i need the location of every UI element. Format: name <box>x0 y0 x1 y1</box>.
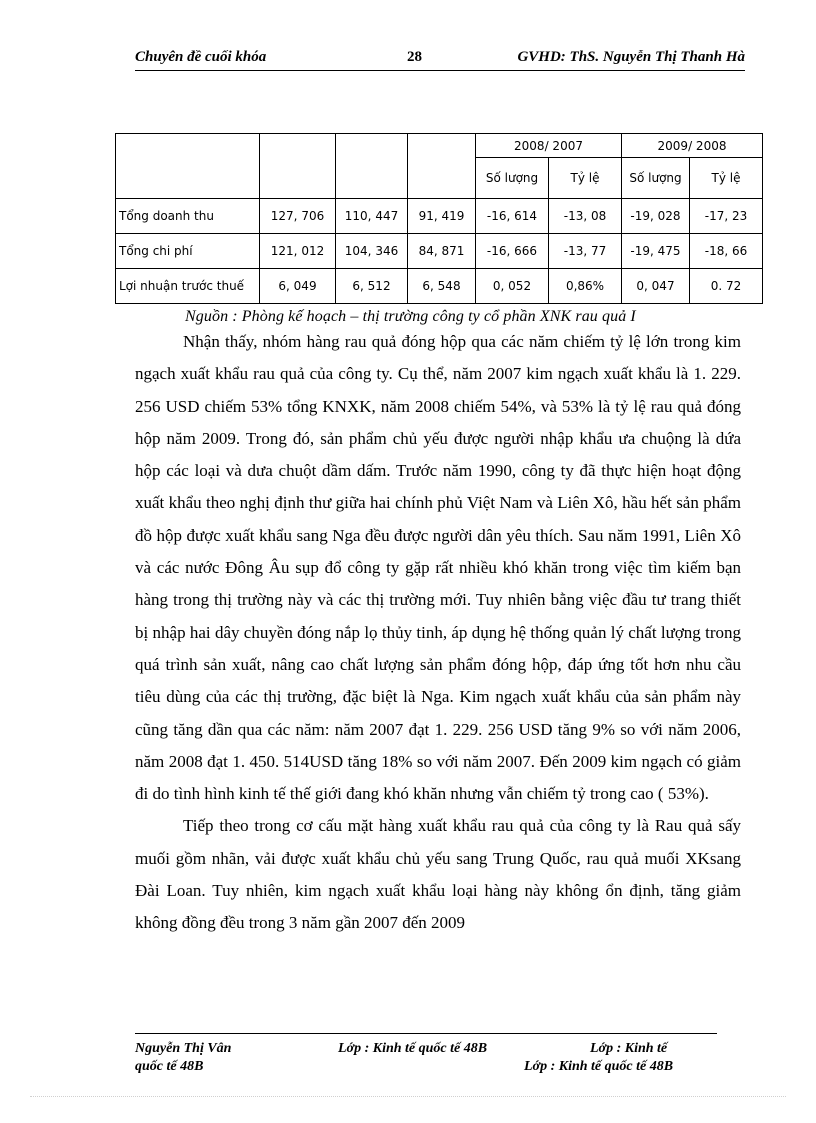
header-title: Chuyên đề cuối khóa <box>135 49 267 65</box>
page-bottom-dotted-line <box>30 1096 786 1097</box>
table-cell: 127, 706 <box>260 199 336 234</box>
footer-class: Lớp : Kinh tế quốc tế 48B <box>524 1059 674 1074</box>
table-cell: 0, 047 <box>622 269 690 304</box>
table-cell: 0,86% <box>549 269 622 304</box>
footer-class: Lớp : Kinh tế <box>590 1041 668 1056</box>
group-header-2009-2008: 2009/ 2008 <box>622 134 763 158</box>
header-supervisor: GVHD: ThS. Nguyễn Thị Thanh Hà <box>517 49 745 65</box>
table-cell: 104, 346 <box>336 234 408 269</box>
group-header-2008-2007: 2008/ 2007 <box>476 134 622 158</box>
subheader-ratio: Tỷ lệ <box>549 158 622 199</box>
row-label: Lợi nhuận trước thuế <box>116 269 260 304</box>
paragraph: Nhận thấy, nhóm hàng rau quả đóng hộp qua các năm chiếm tỷ lệ lớn trong kim ngạch xuất khẩu rau quả của công ty. Cụ thể, năm 2007 kim ngạch xuất khẩu là 1. 229. 256 USD chiếm 53% tổng KNXK, năm 2008 chiếm 54%, và 53% là tỷ lệ rau quả đóng hộp năm 2009. Trong đó, sản phẩm chủ yếu được người nhập khẩu ưa chuộng là dứa hộp các loại và dưa chuột dầm dấm. Trước năm 1990, công ty đã thực hiện hoạt động xuất khẩu theo nghị định thư giữa hai chính phủ Việt Nam và Liên Xô, hầu hết sản phẩm đồ hộp được xuất khẩu sang Nga đều được người dân yêu thích. Sau năm 1991, Liên Xô và các nước Đông Âu sụp đổ công ty gặp rất nhiều khó khăn trong việc tìm kiếm bạn hàng trong thị trường này và các thị trường mới. Tuy nhiên bằng việc đầu tư trang thiết bị nhập hai dây chuyền đóng nắp lọ thủy tinh, áp dụng hệ thống quản lý chất lượng trong quá trình sản xuất, nâng cao chất lượng sản phẩm đóng hộp, đáp ứng tốt hơn nhu cầu tiêu dùng của các thị trường, đặc biệt là Nga. Kim ngạch xuất khẩu của sản phẩm này cũng tăng dần qua các năm: năm 2007 đạt 1. 229. 256 USD tăng 9% so với năm 2006, năm 2008 đạt 1. 450. 514USD tăng 18% so với năm 2007. Đến 2009 kim ngạch có giảm đi do tình hình kinh tế thế giới đang khó khăn nhưng vẫn chiếm tỷ trong cao ( 53%). <box>135 332 741 804</box>
table-row <box>116 199 763 234</box>
table-cell: -13, 08 <box>549 199 622 234</box>
row-label: Tổng doanh thu <box>116 199 260 234</box>
table-cell: -17, 23 <box>690 199 763 234</box>
page-header <box>135 48 745 71</box>
paragraph: Tiếp theo trong cơ cấu mặt hàng xuất khẩu rau quả của công ty là Rau quả sấy muối gồm nhãn, vải được xuất khẩu chủ yếu sang Trung Quốc, rau quả muối XKsang Đài Loan. Tuy nhiên, kim ngạch xuất khẩu loại hàng này không ổn định, tăng giảm không đồng đều trong 3 năm gần 2007 đến 2009 <box>135 816 741 933</box>
header-empty-cell <box>408 134 476 199</box>
footer-class-continued: quốc tế 48B <box>135 1059 204 1074</box>
footer-author: Nguyễn Thị Vân <box>135 1041 232 1056</box>
footer-class: Lớp : Kinh tế quốc tế 48B <box>338 1041 488 1056</box>
table-row <box>116 269 763 304</box>
subheader-ratio: Tỷ lệ <box>690 158 763 199</box>
header-empty-cell <box>260 134 336 199</box>
table-cell: 6, 049 <box>260 269 336 304</box>
table-cell: 121, 012 <box>260 234 336 269</box>
table-header-row <box>116 134 763 158</box>
header-empty-cell <box>116 134 260 199</box>
table-cell: -18, 66 <box>690 234 763 269</box>
body-text <box>135 326 741 940</box>
source-note: Nguồn : Phòng kế hoạch – thị trường công ty cổ phần XNK rau quả I <box>185 308 636 325</box>
table-cell: 0. 72 <box>690 269 763 304</box>
row-label: Tổng chi phí <box>116 234 260 269</box>
table-cell: -16, 666 <box>476 234 549 269</box>
table-cell: 6, 512 <box>336 269 408 304</box>
table-cell: -13, 77 <box>549 234 622 269</box>
table-cell: 0, 052 <box>476 269 549 304</box>
table-cell: -19, 028 <box>622 199 690 234</box>
footer-divider <box>135 1033 717 1034</box>
table-cell: -19, 475 <box>622 234 690 269</box>
page-number: 28 <box>407 49 422 65</box>
subheader-quantity: Số lượng <box>476 158 549 199</box>
subheader-quantity: Số lượng <box>622 158 690 199</box>
table-cell: 91, 419 <box>408 199 476 234</box>
table-row <box>116 234 763 269</box>
financial-table <box>115 133 763 304</box>
table-cell: 110, 447 <box>336 199 408 234</box>
table-cell: 84, 871 <box>408 234 476 269</box>
header-empty-cell <box>336 134 408 199</box>
table-cell: -16, 614 <box>476 199 549 234</box>
table-cell: 6, 548 <box>408 269 476 304</box>
